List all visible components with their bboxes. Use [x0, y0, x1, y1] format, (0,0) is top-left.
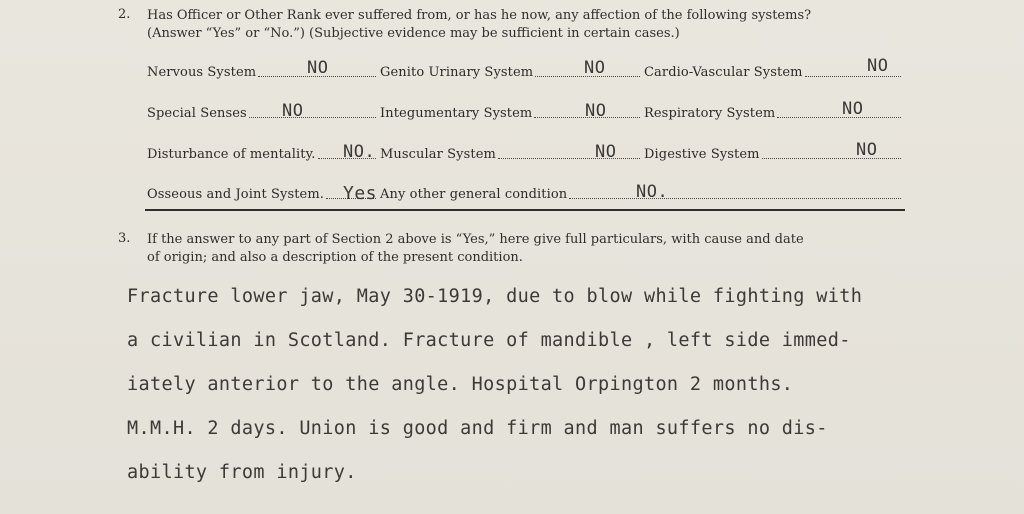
other-condition-field — [380, 182, 903, 202]
mentality-answer: NO. — [343, 142, 376, 162]
typed-answer-line-4: M.M.H. 2 days. Union is good and firm and man suffers no dis- — [127, 418, 828, 439]
section-divider — [145, 209, 905, 211]
genito-urinary-answer: NO — [584, 58, 606, 78]
dotted-line — [569, 198, 901, 199]
typed-answer-line-5: ability from injury. — [127, 462, 357, 483]
nervous-system-field — [147, 58, 378, 80]
genito-urinary-label: Genito Urinary System — [380, 65, 534, 80]
question-3-line-1: If the answer to any part of Section 2 above is “Yes,” here give full particulars, with cause and date — [147, 232, 804, 247]
dotted-line — [762, 158, 901, 159]
other-condition-answer: NO. — [636, 182, 669, 202]
muscular-field — [380, 142, 642, 162]
dotted-line — [805, 76, 901, 77]
integumentary-field — [380, 101, 642, 121]
respiratory-field — [644, 99, 903, 121]
systems-row-3 — [147, 140, 903, 162]
muscular-label: Muscular System — [380, 147, 496, 162]
question-3-line-2: of origin; and also a description of the present condition. — [147, 250, 523, 265]
digestive-label: Digestive System — [644, 147, 760, 162]
cardio-vascular-label: Cardio-Vascular System — [644, 65, 803, 80]
osseous-joint-answer: Yes — [343, 183, 378, 204]
cardio-vascular-answer: NO — [867, 56, 889, 76]
osseous-joint-label: Osseous and Joint System. — [147, 187, 324, 202]
mentality-label: Disturbance of mentality. — [147, 147, 316, 162]
respiratory-answer: NO — [842, 99, 864, 119]
question-2-number: 2. — [118, 7, 131, 22]
typed-answer-line-2: a civilian in Scotland. Fracture of mandible , left side immed- — [127, 330, 851, 351]
integumentary-answer: NO — [585, 101, 607, 121]
question-2-text — [147, 7, 811, 43]
dotted-line — [498, 158, 640, 159]
typed-answer-line-1: Fracture lower jaw, May 30-1919, due to blow while fighting with — [127, 286, 863, 307]
muscular-answer: NO — [595, 142, 617, 162]
special-senses-field — [147, 101, 378, 121]
nervous-system-label: Nervous System — [147, 65, 257, 80]
question-2-line-2: (Answer “Yes” or “No.”) (Subjective evidence may be sufficient in certain cases.) — [147, 26, 680, 41]
systems-row-1 — [147, 58, 903, 80]
systems-row-4 — [147, 180, 903, 202]
cardio-vascular-field — [644, 56, 903, 80]
dotted-line — [249, 117, 376, 118]
question-3-number: 3. — [118, 231, 131, 246]
question-2-line-1: Has Officer or Other Rank ever suffered from, or has he now, any affection of the following systems? — [147, 8, 812, 23]
mentality-field — [147, 142, 378, 162]
integumentary-label: Integumentary System — [380, 106, 533, 121]
systems-row-2 — [147, 99, 903, 121]
other-condition-label: Any other general condition — [380, 187, 568, 202]
nervous-system-answer: NO — [307, 58, 329, 78]
respiratory-label: Respiratory System — [644, 106, 776, 121]
special-senses-label: Special Senses — [147, 106, 247, 121]
typed-answer-line-3: iately anterior to the angle. Hospital Orpington 2 months. — [127, 374, 794, 395]
genito-urinary-field — [380, 58, 642, 80]
digestive-answer: NO — [856, 140, 878, 160]
question-3-text — [147, 231, 804, 267]
osseous-joint-field — [147, 183, 378, 204]
digestive-field — [644, 140, 903, 162]
dotted-line — [777, 117, 901, 118]
special-senses-answer: NO — [282, 101, 304, 121]
